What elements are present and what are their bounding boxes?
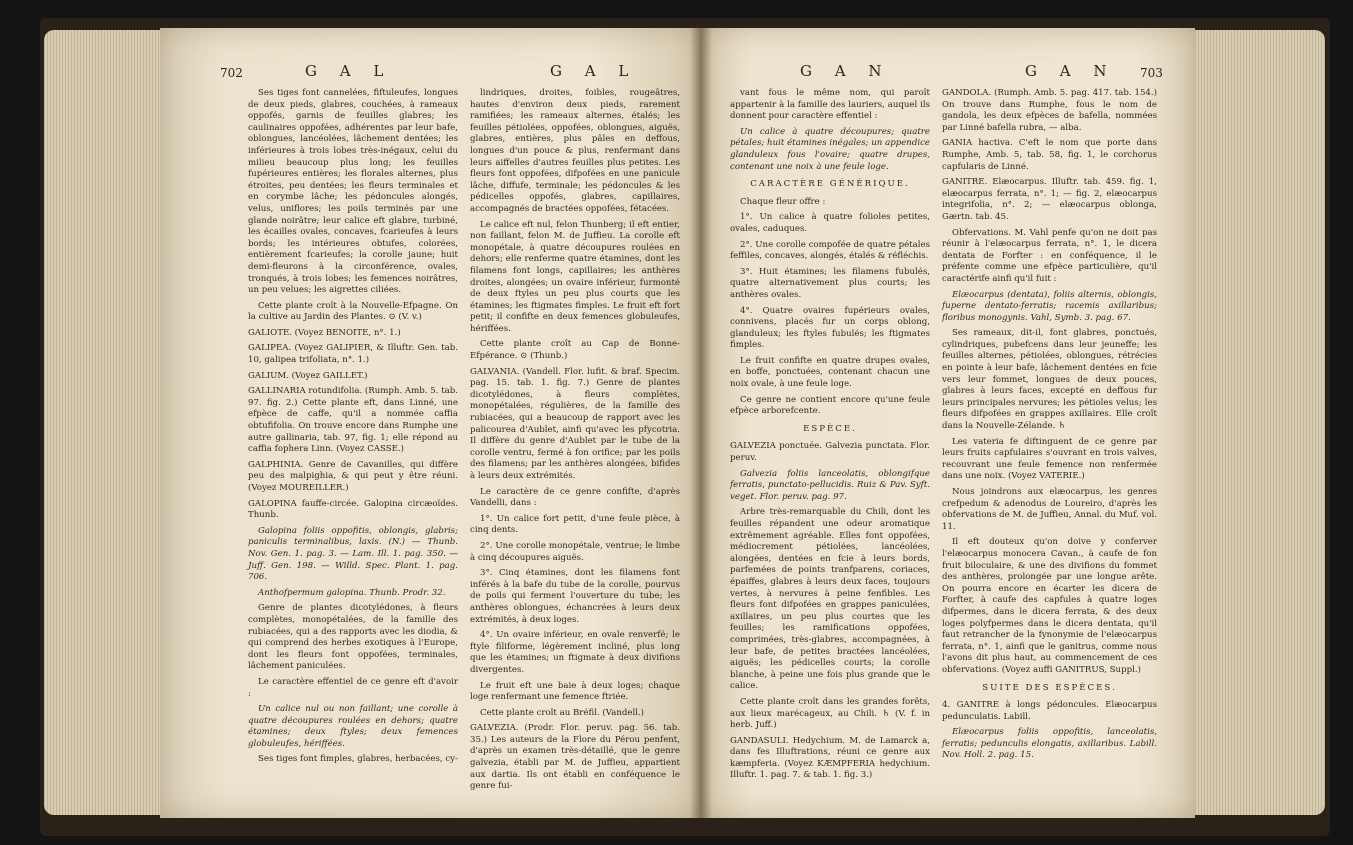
paragraph: 2°. Une corolle compofée de quatre pétales feffiles, concaves, alongés, étalés & réfléchis.: [730, 239, 930, 262]
right-header-left: G A N: [800, 62, 891, 80]
paragraph: 1°. Un calice à quatre folioles petites, ovales, caduques.: [730, 212, 930, 234]
paragraph: 4°. Un ovaire inférieur, en ovale renverfé; le ftyle filiforme, légèrement incliné, plus long que les étamines; un ftigmate à deux divifions divergentes.: [470, 630, 680, 675]
entry-heading: GALIUM. (Voyez GAILLET.): [248, 370, 368, 381]
paragraph: Le caractère effentiel de ce genre eft d'avoir :: [248, 676, 458, 699]
paragraph: Le calice eft nul, felon Thunberg; il eft entier, non faillant, felon M. de Juffieu. La corolle eft monopétale, à quatre découpures roulées en dehors; elle renferme quatre étamines, dont les filamens font longs, capillaires; les anthères droites, alongées; un ovaire inférieur, furmonté de deux ftyles un peu plus courts que les étamines; les ftigmates fimples. Le fruit eft fort petit; il confifte en deux femences globuleufes, hériffées.: [470, 219, 680, 334]
paragraph: 1°. Un calice fort petit, d'une feule pièce, à cinq dents.: [470, 513, 680, 536]
left-header-right: G A L: [550, 62, 638, 80]
entry-heading: GALIPEA. (Voyez GALIPIER, & Illuftr. Gen. tab. 10, galipea trifoliata, n°. 1.): [248, 343, 458, 366]
section-heading: ESPÈCE.: [803, 423, 857, 434]
entry-heading: GALVANIA. (Vandell. Flor. lufit. & braf. Specim. pag. 15. tab. 1. fig. 7.) Genre de plantes dicotylédones, à fleurs complètes, monopétalées, régulières, de la famille des rubiacées, qui a beaucoup de rapport avec les palicourea d'Aublet, ainfi qu'avec les pfycotria. Il diffère du genre d'Aublet par le tube de la corolle ventru, fermé à fon orifice; par les poils des filamens; par les anthères alongées, bifides à leurs deux extrémités.: [470, 366, 680, 481]
entry-heading: GALLINARIA rotundifolia. (Rumph. Amb. 5. tab. 97. fig. 2.) Cette plante eft, dans Linné, une efpèce de caffe, qu'il a nommée caffia obtufifolia. On trouve encore dans Rumphe une autre gallinaria, tab. 97, fig. 1; elle répond au caffia fophera Linn. (Voyez CASSE.): [248, 386, 458, 455]
entry-heading: GALIOTE. (Voyez BENOITE, n°. 1.): [248, 327, 401, 338]
entry-heading: GALPHINIA. Genre de Cavanilles, qui diffère peu des malpighia, & qui peut y être réuni. (Voyez MOUREILLER.): [248, 459, 458, 493]
section-heading: CARACTÈRE GÉNÉRIQUE.: [750, 179, 910, 190]
paragraph: Le caractère de ce genre confifte, d'après Vandelli, dans :: [470, 486, 680, 509]
right-column-1: [730, 88, 930, 786]
paragraph: Obfervations. M. Vahl penfe qu'on ne doit pas réunir à l'elæocarpus ferrata, n°. 1, le dicera dentata de Forfter : en conféquence, il le préfente comme une efpèce particulière, qu'il caractérife ainfi qu'il fuit :: [942, 227, 1157, 284]
latin-description: Elæocarpus (dentata), foliis alternis, oblongis, fuperne dentato-ferratis; racemis axillaribus; floribus monogynis. Vahl, Symb. 3. pag. 67.: [942, 289, 1157, 323]
paragraph: lindriques, droites, foibles, rougeâtres, hautes d'environ deux pieds, rarement ramifiées; les rameaux alternes, étalés; les feuilles pétiolées, oppofées, oblongues, aiguës, glabres, entières, plus pâles en deffous, longues d'un pouce & plus, renfermant dans leurs aiffelles d'autres feuilles plus petites. Les fleurs font oppofées, difpofées en une panicule lâche, diffufe, terminale; les pédoncules & les pédicelles oppofés, glabres, capillaires, accompagnés de bractées oppofées, fétacées.: [470, 88, 680, 214]
left-page-number: 702: [220, 66, 243, 80]
paragraph: 2°. Une corolle monopétale, ventrue; le limbe à cinq découpures aiguës.: [470, 540, 680, 563]
left-header-left: G A L: [305, 62, 393, 80]
right-header-right: G A N: [1025, 62, 1116, 80]
right-column-2: [942, 88, 1157, 766]
paragraph: Arbre très-remarquable du Chili, dont les feuilles répandent une odeur aromatique extrêmement agréable. Elles font oppofées, médiocrement pétiolées, lancéolées, alongées, dentées en fcie à leurs bords, parfemées de points tranfparens, coriaces, épaiffes, glabres à leurs deux faces, toujours vertes, à nervures à peine fenfibles. Les fleurs font difpofées en grappes paniculées, axillaires, un peu plus courtes que les feuilles; les ramifications oppofées, comprimées, très-glabres, accompagnées, à leur bafe, de petites bractées lancéolées, aiguës; les pédicelles courts; la corolle blanche, à peine une fois plus grande que le calice.: [730, 507, 930, 692]
right-page: [700, 28, 1195, 818]
latin-description: Elæocarpus foliis oppofitis, lanceolatis, ferratis; pedunculis elongatis, axillaribus. Labill. Nov. Holl. 2. pag. 15.: [942, 727, 1157, 761]
paragraph: Chaque fleur offre :: [740, 196, 826, 207]
synonym: Anthofpermum galopina. Thunb. Prodr. 32.: [258, 587, 446, 598]
paragraph: vant fous le même nom, qui paroît appartenir à la famille des lauriers, auquel ils donnent pour caractère effentiel :: [730, 88, 930, 122]
page-edges-right: [1180, 30, 1325, 815]
section-heading: SUITE DES ESPÈCES.: [982, 682, 1117, 693]
book-gutter: [690, 28, 712, 818]
character-summary: Un calice nul ou non faillant; une corolle à quatre découpures roulées en dehors; quatre étamines; deux ftyles; deux femences globuleufes, hériffées.: [248, 704, 458, 749]
entry-heading: GANDOLA. (Rumph. Amb. 5. pag. 417. tab. 154.) On trouve dans Rumphe, fous le nom de gandola, les deux efpèces de bafella, nommées par Linné bafella rubra, — alba.: [942, 88, 1157, 133]
latin-description: Galopina foliis oppofitis, oblongis, glabris; paniculis terminalibus, laxis. (N.) — Thunb. Nov. Gen. 1. pag. 3. — Lam. Ill. 1. pag. 350. — Juff. Gen. 198. — Willd. Spec. Plant. 1. pag. 706.: [248, 525, 458, 583]
entry-heading: 4. GANITRE à longs pédoncules. Elæocarpus pedunculatis. Labill.: [942, 700, 1157, 722]
paragraph: 3°. Huit étamines; les filamens fubulés, quatre alternativement plus courts; les anthères ovales.: [730, 266, 930, 300]
paragraph: Cette plante croît à la Nouvelle-Efpagne. On la cultive au Jardin des Plantes. ⊙ (V. v.): [248, 300, 458, 323]
paragraph: Cette plante croît au Bréfil. (Vandell.): [480, 707, 645, 718]
paragraph: Le fruit eft une baie à deux loges; chaque loge renfermant une femence ftriée.: [470, 680, 680, 703]
right-page-number: 703: [1140, 66, 1163, 80]
paragraph: Il eft douteux qu'on doive y conferver l'elæocarpus monocera Cavan., à caufe de fon fruit biloculaire, & une des divifions du fommet des anthères, prolongée par une longue arête. On pourra encore en écarter les dicera de Forfter, à caufe des capfules à quatre loges difpermes, dans le dicera ferrata, & des deux loges polyfpermes dans le dicera dentata, qu'il faut retrancher de la fynonymie de l'elæocarpus ferrata, n°. 1, ainfi que le ganitrus, comme nous l'avons dit plus haut, au commencement de ces obfervations. (Voyez auffi GANITRUS, Suppl.): [942, 537, 1157, 675]
paragraph: Ses tiges font cannelées, fiftuleufes, longues de deux pieds, glabres, couchées, à rameaux oppofés, garnis de feuilles glabres; les caulinaires oppofées, adhérentes par leur bafe, oblongues, lancéolées, lâchement dentées; les inférieures à trois lobes très-inégaux, celui du milieu beaucoup plus long; les feuilles fupérieures entières; les florales alternes, plus étroites, peu dentées; les fleurs terminales et en corymbe lâche; les pédoncules alongés, velus, uniflores; les poils terminés par une glande noirâtre; leur calice eft glabre, turbiné, les écailles ovales, concaves, fcarieufes à leurs bords; les intérieures obtufes, colorées, entièrement fcarieufes; la corolle jaune; huit demi-fleurons à la circonférence, ovales, tronqués, à trois lobes; les femences noirâtres, un peu velues; les aigrettes ciliées.: [248, 88, 458, 296]
paragraph: Genre de plantes dicotylédones, à fleurs complètes, monopétalées, de la famille des rubiacées, qui a des rapports avec les diodia, & qui comprend des herbes exotiques à l'Europe, dont les fleurs font oppofées, terminales, lâchement paniculées.: [248, 603, 458, 672]
paragraph: Ses tiges font fimples, glabres, herbacées, cy-: [258, 754, 458, 765]
entry-heading: GANDASULI. Hedychium. M. de Lamarck a, dans fes Illuftrations, réuni ce genre aux kæmpferia. (Voyez KÆMPFERIA hedychium. Illuftr. 1. pag. 7. & tab. 1. fig. 3.): [730, 735, 930, 781]
paragraph: Cette plante croît dans les grandes forêts, aux lieux marécageux, au Chili. ♄ (V. f. in herb. Juff.): [730, 696, 930, 731]
paragraph: Ce genre ne contient encore qu'une feule efpèce arborefcente.: [730, 394, 930, 417]
paragraph: Nous joindrons aux elæocarpus, les genres crefpedum & adenodus de Loureiro, d'après les obfervations de M. de Juffieu, Annal. du Muf. vol. 11.: [942, 487, 1157, 532]
paragraph: Cette plante croît au Cap de Bonne-Efpérance. ⊙ (Thunb.): [470, 339, 680, 362]
paragraph: 3°. Cinq étamines, dont les filamens font inférés à la bafe du tube de la corolle, pourvus de poils qui ferment l'ouverture du tube; les anthères oblongues, échancrées à leurs deux extrémités, à deux loges.: [470, 568, 680, 625]
entry-heading: GALVEZIA ponctuée. Galvezia punctata. Flor. peruv.: [730, 441, 930, 464]
left-column-2: [470, 88, 680, 797]
character-summary: Un calice à quatre découpures; quatre pétales; huit étamines inégales; un appendice glanduleux fous l'ovaire; quatre drupes, contenant une noix à une feule loge.: [730, 126, 930, 172]
page-edges-left: [44, 30, 174, 815]
paragraph: Les vateria fe diftinguent de ce genre par leurs fruits capfulaires s'ouvrant en trois valves, recouvrant une feule femence non renfermée dans une noix. (Voyez VATERIE.): [942, 436, 1157, 482]
paragraph: Ses rameaux, dit-il, font glabres, ponctués, cylindriques, pubefcens dans leur jeuneffe; les feuilles alternes, pétiolées, oblongues, rétrécies en pointe à leur bafe, lâchement dentées en fcie vers leur fommet, longues de deux pouces, glabres à leurs faces, excepté en deffous fur leurs principales nervures; les pétioles velus; les fleurs difpofées en grappes axillaires. Elle croît dans la Nouvelle-Zélande. ♄: [942, 328, 1157, 432]
paragraph: 4°. Quatre ovaires fupérieurs ovales, connivens, placés fur un corps oblong, glanduleux; les ftyles fubulés; les ftigmates fimples.: [730, 305, 930, 351]
paragraph: Le fruit confifte en quatre drupes ovales, en boffe, ponctuées, contenant chacun une noix ovale, à une feule loge.: [730, 355, 930, 390]
entry-heading: GANITRE. Elæocarpus. Illuftr. tab. 459. fig. 1, elæocarpus ferrata, n°. 1; — fig. 2, elæocarpus integrifolia, n°. 2; — elæocarpus oblonga, Gærtn. tab. 45.: [942, 177, 1157, 222]
entry-heading: GALOPINA fauffe-circée. Galopina circæoïdes. Thunb.: [248, 498, 458, 521]
latin-description: Galvezia foliis lanceolatis, oblongifque ferratis, punctato-pellucidis. Ruiz & Pav. Syft. veget. Flor. peruv. pag. 97.: [730, 468, 930, 502]
left-page: [160, 28, 700, 818]
left-column-1: [248, 88, 458, 770]
entry-heading: GANIA hactiva. C'eft le nom que porte dans Rumphe, Amb. 5, tab. 58, fig. 1, le corchorus capfularis de Linné.: [942, 138, 1157, 172]
entry-heading: GALVEZIA. (Prodr. Flor. peruv. pag. 56. tab. 35.) Les auteurs de la Flore du Pérou penfent, d'après un examen très-détaillé, que le genre galvezia, établi par M. de Juffieu, appartient aux dartia. Ils ont établi en conféquence le genre fui-: [470, 723, 680, 792]
